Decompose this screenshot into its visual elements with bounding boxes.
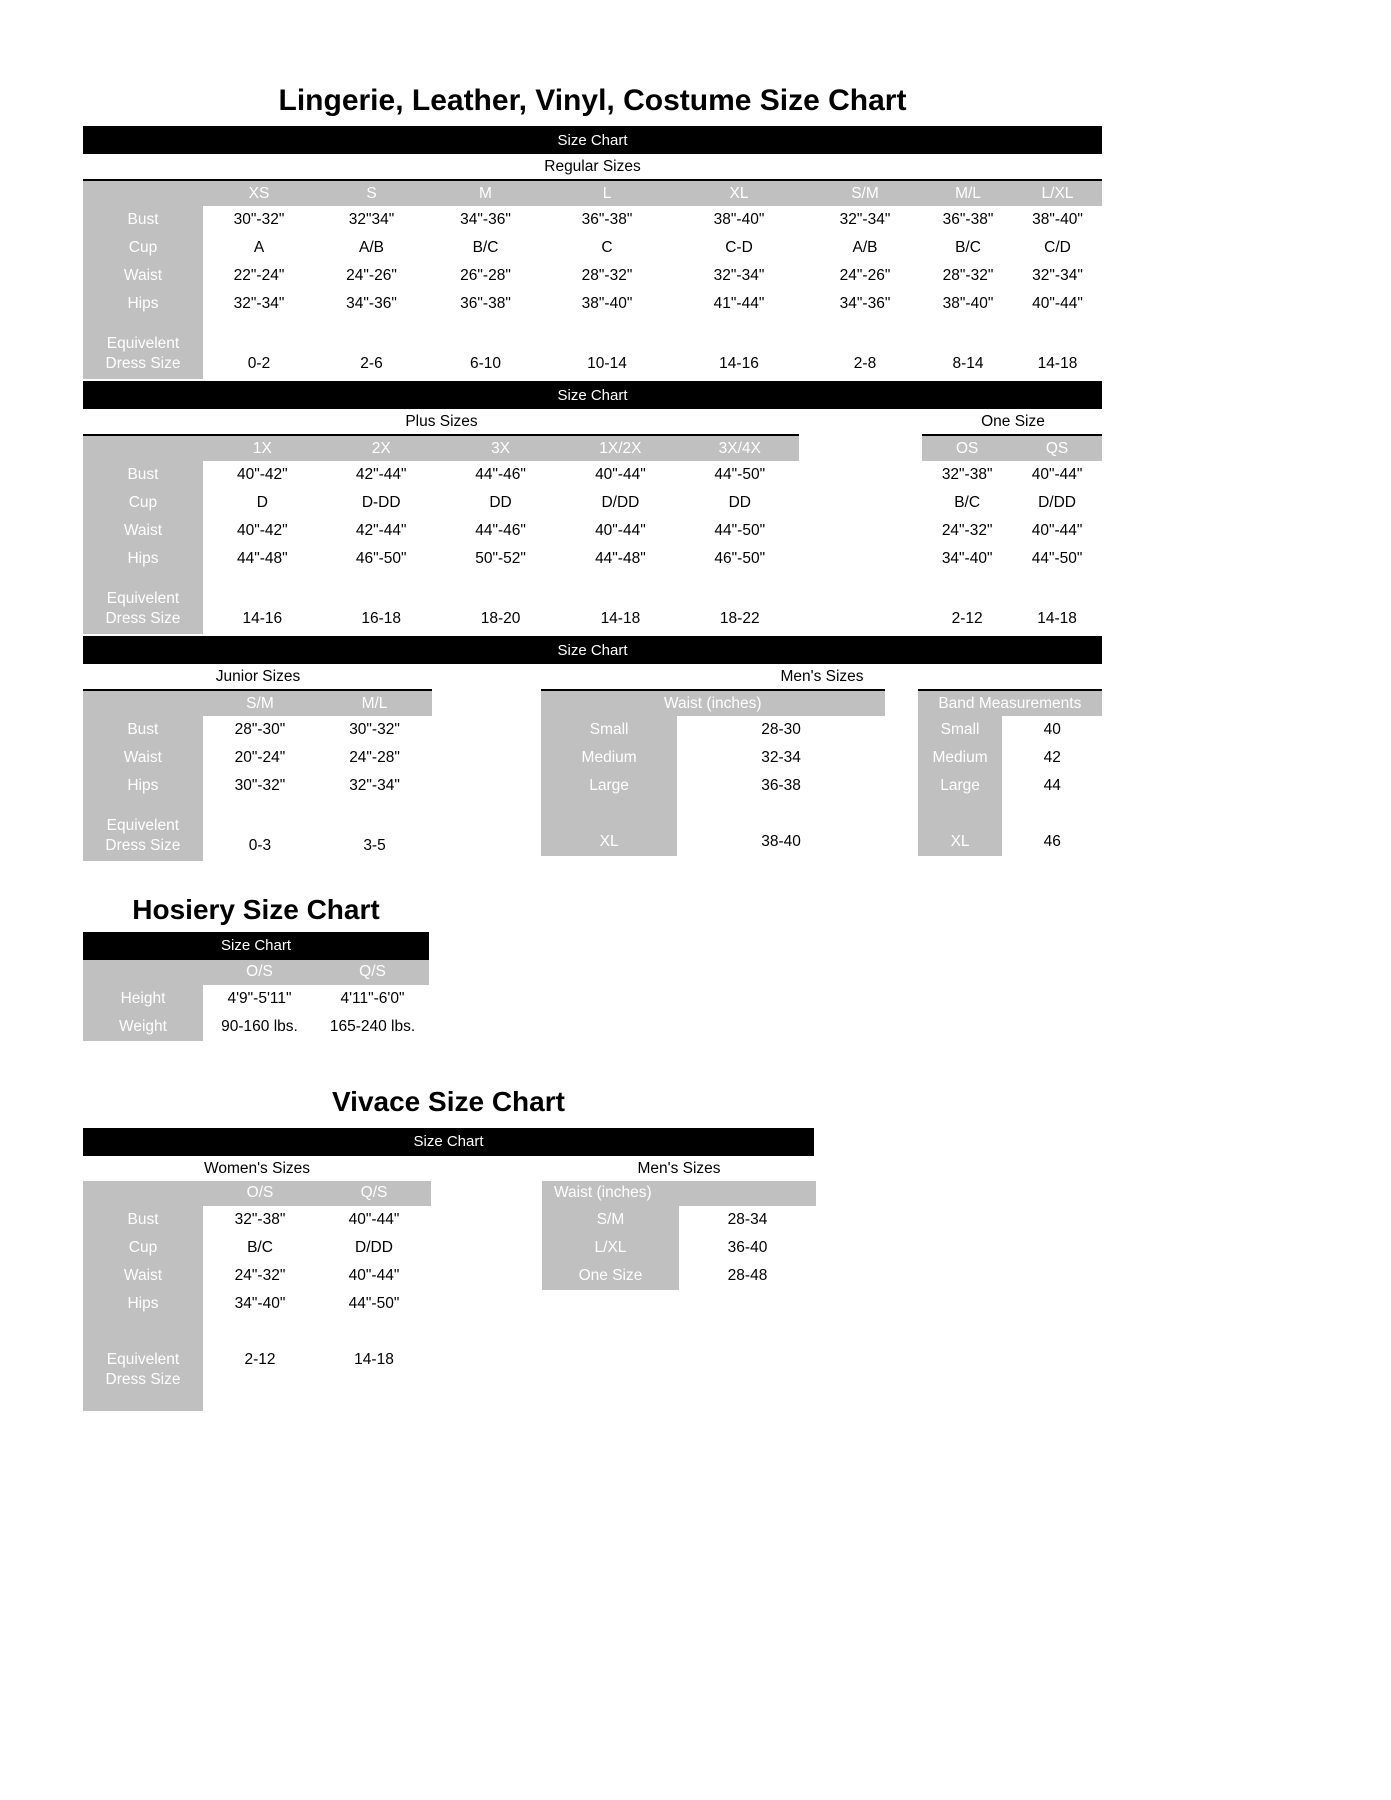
row-label: Bust [83, 206, 203, 234]
value-cell: 40"-44" [560, 517, 680, 545]
value-cell: 42 [1002, 744, 1102, 772]
value-cell: 28"-32" [923, 262, 1013, 290]
value-cell: 36-40 [679, 1234, 816, 1262]
spacer-cell [677, 800, 884, 828]
spacer-row [83, 1318, 431, 1346]
row-label: Height [83, 985, 203, 1013]
value-cell: 28"-30" [203, 716, 318, 744]
value-cell: 28"-32" [543, 262, 671, 290]
value-cell: 32"-34" [203, 290, 315, 318]
table-row [918, 716, 1102, 744]
column-header: O/S [203, 1181, 317, 1206]
table-row [83, 1290, 431, 1318]
value-cell: 36"-38" [428, 290, 543, 318]
row-label: Equivelent Dress Size [83, 1346, 203, 1411]
value-cell: 14-16 [671, 318, 807, 379]
row-label: Waist [83, 262, 203, 290]
size-chart-bar-label: Size Chart [220, 937, 292, 955]
column-header: L [543, 180, 671, 206]
table-row [83, 206, 1102, 234]
spacer-cell [1002, 800, 1102, 828]
value-cell: 14-18 [560, 573, 680, 634]
row-label: Hips [83, 772, 203, 800]
table-row [83, 1206, 431, 1234]
size-chart-bar [83, 636, 1102, 664]
value-cell: 40"-44" [317, 1262, 431, 1290]
value-cell: 18-22 [680, 573, 799, 634]
table-row [542, 1234, 816, 1262]
value-cell: 40"-44" [1013, 290, 1102, 318]
size-chart-bar [83, 381, 1102, 409]
table-row [83, 573, 799, 634]
plus-onesize-label-row [83, 409, 1102, 434]
value-cell: 32"34" [315, 206, 428, 234]
value-cell: 32"-34" [807, 206, 923, 234]
row-label: Cup [83, 1234, 203, 1262]
vivace-tables [83, 1181, 1102, 1411]
size-chart-bar-label: Size Chart [557, 386, 628, 404]
value-cell: 36"-38" [923, 206, 1013, 234]
column-header: 3X/4X [680, 435, 799, 461]
value-cell: 44"-48" [560, 545, 680, 573]
column-header: S [315, 180, 428, 206]
spacer-row [541, 800, 885, 828]
value-cell: 32"-38" [203, 1206, 317, 1234]
column-header: XS [203, 180, 315, 206]
value-cell: 4'11"-6'0" [316, 985, 429, 1013]
table-row [83, 262, 1102, 290]
value-cell: 38-40 [677, 828, 884, 856]
band-measurements-table [918, 689, 1102, 856]
table-row [83, 800, 432, 861]
value-cell: 24"-26" [807, 262, 923, 290]
value-cell: 18-20 [441, 573, 561, 634]
value-cell: 42"-44" [322, 517, 441, 545]
value-cell: 16-18 [322, 573, 441, 634]
spacer-row [918, 800, 1102, 828]
value-cell: 38"-40" [671, 206, 807, 234]
value-cell: 32-34 [677, 744, 884, 772]
spacer-cell [203, 1318, 317, 1346]
row-label: Large [541, 772, 678, 800]
value-cell: 40"-44" [1012, 517, 1102, 545]
value-cell: 6-10 [428, 318, 543, 379]
value-cell: DD [680, 489, 799, 517]
value-cell: 44"-48" [203, 545, 322, 573]
value-cell: 34"-40" [922, 545, 1012, 573]
table-row [83, 1346, 431, 1411]
value-cell: 14-18 [1013, 318, 1102, 379]
row-label: Waist [83, 517, 203, 545]
corner-header-cell [83, 435, 203, 461]
row-label: Waist [83, 744, 203, 772]
spacer-cell [918, 800, 1003, 828]
value-cell: B/C [428, 234, 543, 262]
column-header: QS [1012, 435, 1102, 461]
row-label: Equivelent Dress Size [83, 318, 203, 379]
value-cell: 8-14 [923, 318, 1013, 379]
value-cell: 2-12 [203, 1346, 317, 1411]
value-cell: 40"-44" [1012, 461, 1102, 489]
value-cell: 34"-40" [203, 1290, 317, 1318]
value-cell: 28-34 [679, 1206, 816, 1234]
table-row [541, 828, 885, 856]
table-row [541, 772, 885, 800]
table-row [542, 1262, 816, 1290]
value-cell: B/C [923, 234, 1013, 262]
value-cell: 2-8 [807, 318, 923, 379]
table-row [922, 517, 1102, 545]
size-chart-bar [83, 126, 1102, 154]
one-size-table [922, 434, 1102, 634]
value-cell: A/B [315, 234, 428, 262]
size-chart-bar [83, 932, 429, 960]
row-label: Hips [83, 290, 203, 318]
value-cell: 44"-46" [441, 517, 561, 545]
table-row [918, 744, 1102, 772]
corner-header-cell [83, 960, 203, 985]
value-cell: 24"-26" [315, 262, 428, 290]
row-label: Cup [83, 489, 203, 517]
regular-sizes-label: Regular Sizes [544, 158, 641, 175]
value-cell: 40 [1002, 716, 1102, 744]
table-header: Waist (inches) [542, 1181, 816, 1206]
mens-waist-table [541, 689, 885, 856]
value-cell: DD [441, 489, 561, 517]
corner-header-cell [83, 690, 203, 716]
value-cell: D/DD [317, 1234, 431, 1262]
value-cell: 32"-34" [1013, 262, 1102, 290]
row-label: Hips [83, 1290, 203, 1318]
value-cell: 46"-50" [680, 545, 799, 573]
value-cell: 50"-52" [441, 545, 561, 573]
mens-sizes-label: Men's Sizes [780, 668, 864, 685]
value-cell: 40"-44" [317, 1206, 431, 1234]
value-cell: 40"-44" [560, 461, 680, 489]
value-cell: 32"-34" [671, 262, 807, 290]
junior-sizes-table [83, 689, 432, 861]
table-row [83, 1234, 431, 1262]
corner-header-cell [83, 180, 203, 206]
value-cell: 20"-24" [203, 744, 318, 772]
value-cell: 34"-36" [315, 290, 428, 318]
value-cell: 165-240 lbs. [316, 1013, 429, 1041]
value-cell: 28-48 [679, 1262, 816, 1290]
column-header: XL [671, 180, 807, 206]
value-cell: 3-5 [317, 800, 432, 861]
table-row [83, 985, 429, 1013]
plus-sizes-table [83, 434, 799, 634]
table-row [83, 234, 1102, 262]
table-row [922, 489, 1102, 517]
size-chart-bar-label: Size Chart [557, 641, 628, 659]
value-cell: 41"-44" [671, 290, 807, 318]
column-header: M [428, 180, 543, 206]
value-cell: 46 [1002, 828, 1102, 856]
value-cell: 44"-46" [441, 461, 561, 489]
value-cell: 40"-42" [203, 517, 322, 545]
value-cell: D-DD [322, 489, 441, 517]
column-header: Q/S [317, 1181, 431, 1206]
value-cell: 42"-44" [322, 461, 441, 489]
value-cell: 90-160 lbs. [203, 1013, 316, 1041]
table-row [83, 1013, 429, 1041]
row-label: S/M [542, 1206, 679, 1234]
value-cell: 30"-32" [317, 716, 432, 744]
value-cell: A [203, 234, 315, 262]
column-header: M/L [923, 180, 1013, 206]
value-cell: 38"-40" [923, 290, 1013, 318]
value-cell: D/DD [560, 489, 680, 517]
column-header: OS [922, 435, 1012, 461]
plus-sizes-label: Plus Sizes [405, 413, 478, 430]
value-cell: 28-30 [677, 716, 884, 744]
junior-mens-tables [83, 689, 1102, 861]
value-cell: 2-12 [922, 573, 1012, 634]
value-cell: 22"-24" [203, 262, 315, 290]
value-cell: 14-18 [317, 1346, 431, 1411]
column-header: Q/S [316, 960, 429, 985]
hosiery-table [83, 960, 429, 1041]
table-header: Waist (inches) [541, 690, 885, 716]
row-label: Bust [83, 1206, 203, 1234]
junior-mens-label-row [83, 664, 1102, 689]
size-chart-bar-label: Size Chart [557, 131, 628, 149]
value-cell: 38"-40" [543, 290, 671, 318]
row-label: L/XL [542, 1234, 679, 1262]
table-row [922, 573, 1102, 634]
row-label: Large [918, 772, 1003, 800]
column-header: L/XL [1013, 180, 1102, 206]
one-size-label: One Size [981, 413, 1045, 430]
row-label: Hips [83, 545, 203, 573]
value-cell: B/C [922, 489, 1012, 517]
vivace-label-row [83, 1156, 1102, 1181]
table-row [83, 716, 432, 744]
value-cell: 0-2 [203, 318, 315, 379]
regular-sizes-table [83, 179, 1102, 379]
table-row [83, 489, 799, 517]
value-cell: 24"-32" [203, 1262, 317, 1290]
hosiery-title: Hosiery Size Chart [132, 894, 380, 925]
value-cell: 14-18 [1012, 573, 1102, 634]
vivace-womens-table [83, 1181, 431, 1411]
column-header: O/S [203, 960, 316, 985]
table-row [83, 545, 799, 573]
column-header: S/M [807, 180, 923, 206]
value-cell: 44"-50" [317, 1290, 431, 1318]
table-row [922, 461, 1102, 489]
vivace-title: Vivace Size Chart [332, 1085, 565, 1117]
value-cell: 0-3 [203, 800, 318, 861]
value-cell: 34"-36" [807, 290, 923, 318]
vivace-mens-table [542, 1181, 816, 1290]
value-cell: 32"-38" [922, 461, 1012, 489]
value-cell: 30"-32" [203, 772, 318, 800]
value-cell: 44"-50" [1012, 545, 1102, 573]
corner-header-cell [83, 1181, 203, 1206]
column-header: 1X/2X [560, 435, 680, 461]
value-cell: 44 [1002, 772, 1102, 800]
spacer-cell [541, 800, 678, 828]
value-cell: 44"-50" [680, 461, 799, 489]
value-cell: 38"-40" [1013, 206, 1102, 234]
size-chart-bar [83, 1128, 814, 1156]
value-cell: D/DD [1012, 489, 1102, 517]
table-row [83, 318, 1102, 379]
value-cell: D [203, 489, 322, 517]
table-row [918, 828, 1102, 856]
table-row [83, 772, 432, 800]
row-label: Bust [83, 461, 203, 489]
row-label: Cup [83, 234, 203, 262]
value-cell: 10-14 [543, 318, 671, 379]
table-row [83, 461, 799, 489]
table-row [918, 772, 1102, 800]
plus-onesize-tables [83, 434, 1102, 634]
row-label: Medium [918, 744, 1003, 772]
column-header: M/L [317, 690, 432, 716]
lingerie-title: Lingerie, Leather, Vinyl, Costume Size Chart [278, 84, 907, 117]
column-header: 3X [441, 435, 561, 461]
row-label: Small [541, 716, 678, 744]
row-label: Small [918, 716, 1003, 744]
table-row [542, 1206, 816, 1234]
value-cell: 40"-42" [203, 461, 322, 489]
value-cell: 44"-50" [680, 517, 799, 545]
column-header: S/M [203, 690, 318, 716]
value-cell: A/B [807, 234, 923, 262]
table-row [83, 1262, 431, 1290]
value-cell: 26"-28" [428, 262, 543, 290]
table-row [83, 290, 1102, 318]
value-cell: 2-6 [315, 318, 428, 379]
value-cell: 46"-50" [322, 545, 441, 573]
table-row [83, 744, 432, 772]
value-cell: B/C [203, 1234, 317, 1262]
value-cell: 14-16 [203, 573, 322, 634]
value-cell: 36-38 [677, 772, 884, 800]
womens-sizes-label: Women's Sizes [203, 1159, 311, 1177]
value-cell: 24"-28" [317, 744, 432, 772]
value-cell: 4'9"-5'11" [203, 985, 316, 1013]
row-label: Waist [83, 1262, 203, 1290]
value-cell: C-D [671, 234, 807, 262]
junior-sizes-label: Junior Sizes [215, 668, 301, 685]
table-row [541, 716, 885, 744]
row-label: Equivelent Dress Size [83, 800, 203, 861]
row-label: XL [918, 828, 1003, 856]
value-cell: 24"-32" [922, 517, 1012, 545]
value-cell: C [543, 234, 671, 262]
value-cell: C/D [1013, 234, 1102, 262]
row-label: Weight [83, 1013, 203, 1041]
column-header: 2X [322, 435, 441, 461]
value-cell: 32"-34" [317, 772, 432, 800]
spacer-cell [83, 1318, 203, 1346]
table-row [83, 517, 799, 545]
row-label: XL [541, 828, 678, 856]
value-cell: 30"-32" [203, 206, 315, 234]
row-label: One Size [542, 1262, 679, 1290]
spacer-cell [317, 1318, 431, 1346]
table-header: Band Measurements [918, 690, 1102, 716]
mens-sizes-label: Men's Sizes [637, 1159, 721, 1177]
row-label: Medium [541, 744, 678, 772]
size-chart-bar-label: Size Chart [413, 1133, 484, 1151]
table-row [922, 545, 1102, 573]
value-cell: 34"-36" [428, 206, 543, 234]
row-label: Bust [83, 716, 203, 744]
table-row [541, 744, 885, 772]
column-header: 1X [203, 435, 322, 461]
value-cell: 36"-38" [543, 206, 671, 234]
row-label: Equivelent Dress Size [83, 573, 203, 634]
